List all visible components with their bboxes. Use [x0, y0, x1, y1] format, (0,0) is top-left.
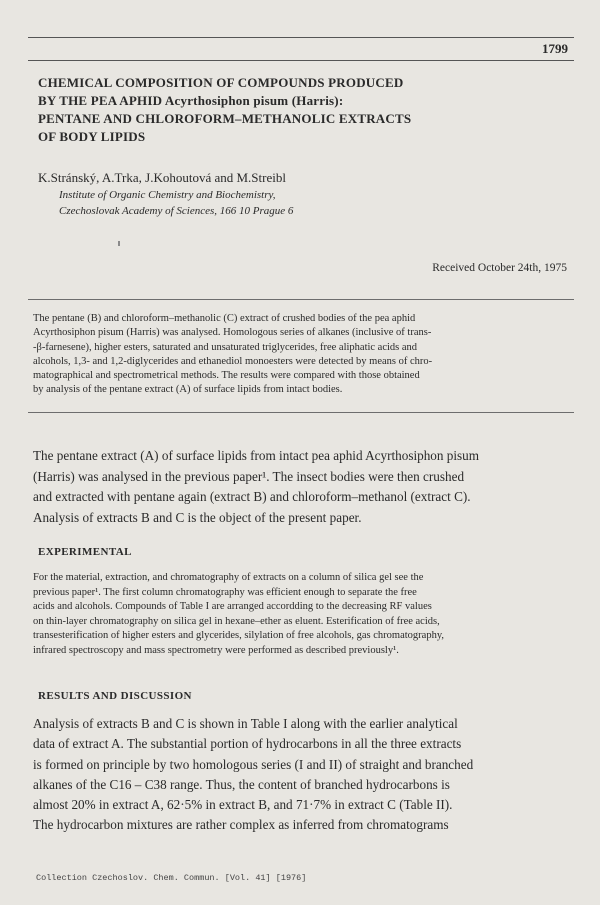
intro-line: Analysis of extracts B and C is the object of the present paper. [33, 509, 362, 525]
abstract [33, 312, 566, 398]
article-title [38, 74, 558, 146]
abstract-line: Acyrthosiphon pisum (Harris) was analysed. Homologous series of alkanes (inclusive of trans- [33, 327, 432, 339]
experimental-line: acids and alcohols. Compounds of Table I are arranged accordding to the decreasing RF values [33, 601, 432, 612]
results-heading: RESULTS AND DISCUSSION [38, 690, 192, 702]
results-line: Analysis of extracts B and C is shown in Table I along with the earlier analytical [33, 716, 458, 731]
affiliation [59, 187, 293, 219]
abstract-top-rule [28, 299, 574, 300]
journal-footer: Collection Czechoslov. Chem. Commun. [Vol. 41] [1976] [36, 873, 307, 883]
affiliation-line: Institute of Organic Chemistry and Biochemistry, [59, 189, 276, 201]
title-line: CHEMICAL COMPOSITION OF COMPOUNDS PRODUCED [38, 75, 404, 90]
results-line: The hydrocarbon mixtures are rather complex as inferred from chromatograms [33, 817, 449, 833]
results-line: almost 20% in extract A, 62·5% in extract B, and 71·7% in extract C (Table II). [33, 797, 453, 813]
scan-speck [118, 241, 120, 246]
intro-line: and extracted with pentane again (extract B) and chloroform–methanol (extract C). [33, 489, 471, 504]
experimental-line: infrared spectroscopy and mass spectrometry were performed as described previously¹. [33, 644, 399, 656]
abstract-line: The pentane (B) and chloroform–methanolic (C) extract of crushed bodies of the pea aphid [33, 313, 416, 324]
results-body [33, 714, 568, 836]
abstract-line: matographical and spectrometrical methods. The results were compared with those obtained [33, 370, 420, 382]
header-rule [28, 60, 574, 61]
title-line: PENTANE AND CHLOROFORM–METHANOLIC EXTRACTS [38, 111, 412, 126]
abstract-line: alcohols, 1,3- and 1,2-diglycerides and ethanediol monoesters were detected by means of chro- [33, 355, 433, 367]
abstract-bottom-rule [28, 412, 574, 413]
top-rule [28, 37, 574, 38]
results-line: alkanes of the C16 – C38 range. Thus, the content of branched hydrocarbons is [33, 776, 450, 792]
affiliation-line: Czechoslovak Academy of Sciences, 166 10 Prague 6 [59, 205, 294, 217]
results-line: data of extract A. The substantial portion of hydrocarbons in all the three extracts [33, 736, 462, 752]
intro-line: The pentane extract (A) of surface lipids from intact pea aphid Acyrthosiphon pisum [33, 448, 480, 463]
title-line: OF BODY LIPIDS [38, 129, 146, 144]
authors: K.Stránský, A.Trka, J.Kohoutová and M.Streibl [38, 170, 286, 185]
page-number: 1799 [542, 41, 568, 56]
results-line: is formed on principle by two homologous series (I and II) of straight and branched [33, 756, 474, 772]
experimental-line: on thin-layer chromatography on silica gel in hexane–ether as eluent. Esterification of free acids, [33, 615, 440, 627]
experimental-line: previous paper¹. The first column chromatography was efficient enough to separate the free [33, 586, 417, 598]
experimental-heading: EXPERIMENTAL [38, 546, 132, 558]
introduction [33, 446, 568, 528]
received-date: Received October 24th, 1975 [432, 262, 567, 274]
experimental-body [33, 571, 568, 658]
experimental-line: transesterification of higher esters and glycerides, silylation of free alcohols, gas chromatography, [33, 630, 445, 641]
abstract-line: by analysis of the pentane extract (A) of surface lipids from intact bodies. [33, 384, 343, 396]
title-line: BY THE PEA APHID Acyrthosiphon pisum (Harris): [38, 93, 344, 108]
intro-line: (Harris) was analysed in the previous paper¹. The insect bodies were then crushed [33, 468, 465, 484]
experimental-line: For the material, extraction, and chromatography of extracts on a column of silica gel see the [33, 572, 424, 583]
abstract-line: -β-farnesene), higher esters, saturated and unsaturated triglycerides, free aliphatic acids and [33, 341, 418, 353]
